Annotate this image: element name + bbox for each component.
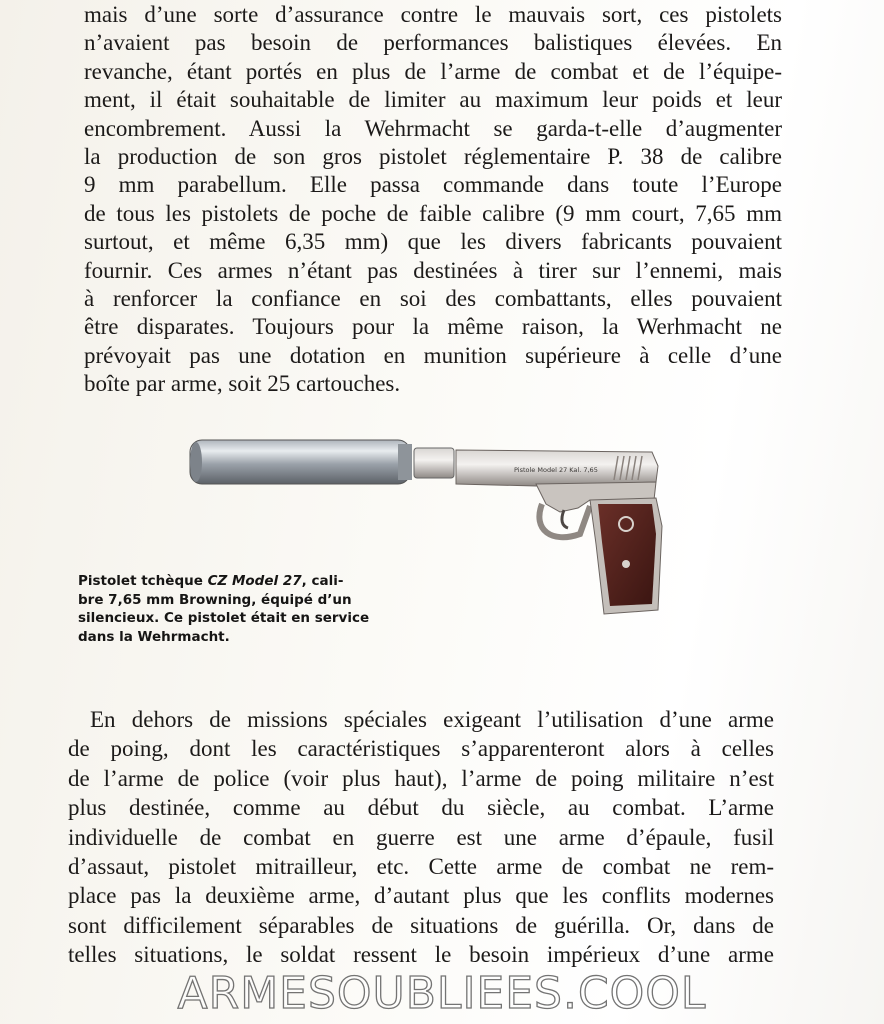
caption-model-name: CZ Model 27 <box>207 573 302 589</box>
text-line: n’avaient pas besoin de performances balistiques élevées. En <box>84 30 782 56</box>
text-line: de poing, dont les caractéristiques s’apparenteront alors à celles <box>68 736 774 762</box>
text-line: 9 mm parabellum. Elle passa commande dans toute l’Europe <box>84 172 782 198</box>
text-line: mais d’une sorte d’assurance contre le mauvais sort, ces pistolets <box>84 2 782 27</box>
text-line: de l’arme de police (voir plus haut), l’arme de poing militaire n’est <box>68 765 774 791</box>
caption-line: dans la Wehrmacht. <box>78 628 230 645</box>
text-line: place pas la deuxième arme, d’autant plus que les conflits modernes <box>68 883 774 909</box>
text-line: En dehors de missions spéciales exigeant l’utilisation d’une arme <box>90 707 774 732</box>
text-line: fournir. Ces armes n’étant pas destinées à tirer sur l’ennemi, mais <box>84 257 782 283</box>
text-line: individuelle de combat en guerre est une arme d’épaule, fusil <box>68 824 774 850</box>
body-paragraph-2 <box>68 705 774 970</box>
text-line: de tous les pistolets de poche de faible calibre (9 mm court, 7,65 mm <box>84 200 782 226</box>
text-line: sont difficilement séparables de situations de guérilla. Or, dans de <box>68 912 774 938</box>
text-line: être disparates. Toujours pour la même raison, la Werhmacht ne <box>84 314 782 340</box>
text-line: à renforcer la confiance en soi des combattants, elles pouvaient <box>84 286 782 312</box>
suppressor <box>190 440 410 484</box>
caption-line: silencieux. Ce pistolet était en service <box>78 610 370 626</box>
text-line: boîte par arme, soit 25 cartouches. <box>84 371 401 397</box>
slide-marking: Pistole Model 27 Kal. 7,65 <box>514 466 598 474</box>
text-line: d’assaut, pistolet mitrailleur, etc. Cette arme de combat ne rem- <box>68 854 774 880</box>
suppressor-adapter <box>414 448 454 478</box>
text-line: telles situations, le soldat ressent le besoin impérieux d’une arme <box>68 942 774 968</box>
text-line: encombrement. Aussi la Wehrmacht se garda-t-elle d’augmenter <box>84 115 782 141</box>
text-line: surtout, et même 6,35 mm) que les divers fabricants pouvaient <box>84 229 782 255</box>
figure-caption <box>78 572 384 646</box>
watermark: ARMESOUBLIEES.COOL <box>177 968 707 1019</box>
text-line: revanche, étant portés en plus de l’arme de combat et de l’équipe- <box>84 58 782 84</box>
caption-line: Pistolet tchèque CZ Model 27, cali- <box>78 573 344 589</box>
body-paragraph-1 <box>84 1 782 399</box>
text-line: la production de son gros pistolet réglementaire P. 38 de calibre <box>84 144 782 170</box>
text-line: plus destinée, comme au début du siècle, au combat. L’arme <box>68 795 774 821</box>
caption-line: bre 7,65 mm Browning, équipé d’un <box>78 591 352 608</box>
text-line: prévoyait pas une dotation en munition supérieure à celle d’une <box>84 342 782 368</box>
text-line: ment, il était souhaitable de limiter au maximum leur poids et leur <box>84 87 782 113</box>
